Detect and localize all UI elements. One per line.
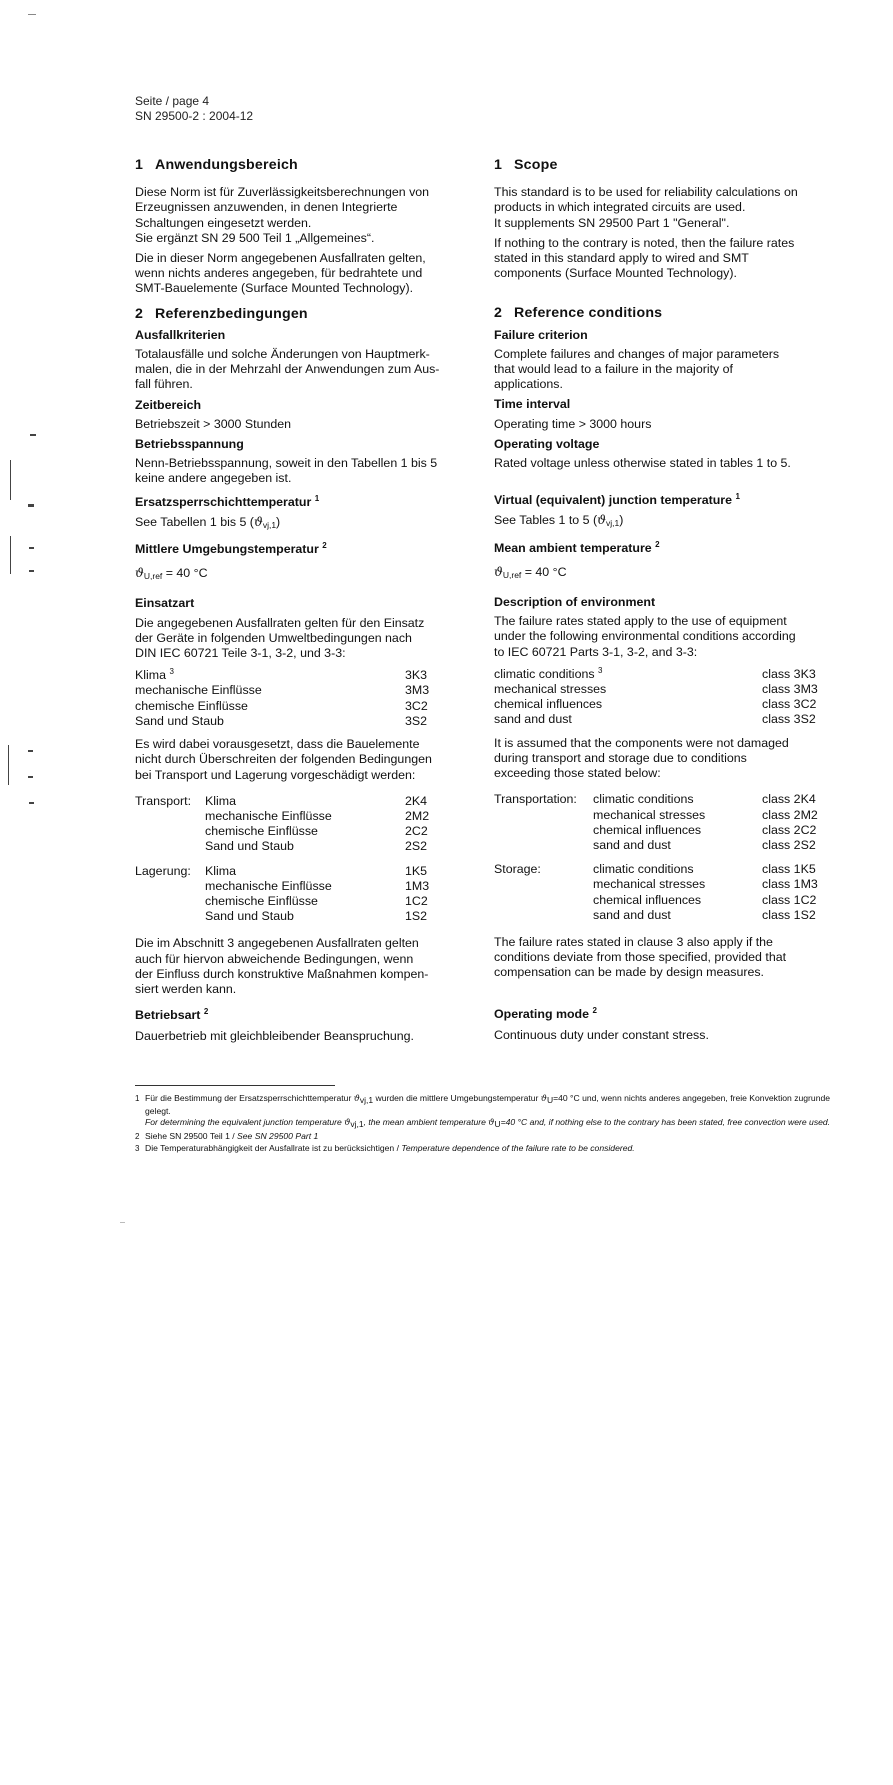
- env-label: mechanical stresses: [494, 682, 607, 697]
- env-class: class 3C2: [762, 697, 817, 712]
- storage-class: 1K5: [405, 863, 428, 878]
- transport-class: 2S2: [405, 839, 428, 854]
- operating-mode-text: Continuous duty under constant stress.: [494, 1027, 709, 1042]
- storage-class: class 1S2: [762, 907, 816, 922]
- scan-edge-mark: [28, 776, 33, 778]
- transport-label: Transport:: [135, 793, 192, 808]
- storage-item: chemische Einflüsse: [205, 893, 318, 908]
- scope-paragraph-1: This standard is to be used for reliability calculations on products in which integrated circuits are used. It supplements SN 29500 Part 1 "General".: [494, 185, 798, 230]
- german-column: [135, 158, 490, 1050]
- time-interval-heading: Zeitbereich: [135, 397, 202, 412]
- environment-heading: Description of environment: [494, 595, 656, 610]
- env-class: class 3M3: [762, 682, 818, 697]
- page-number: Seite / page 4: [135, 94, 210, 108]
- storage-item: climatic conditions: [593, 862, 694, 877]
- storage-class: 1C2: [405, 893, 428, 908]
- page-header: [135, 94, 253, 124]
- time-interval-text: Betriebszeit > 3000 Stunden: [135, 416, 292, 431]
- storage-item: sand and dust: [593, 907, 671, 922]
- transport-class: 2C2: [405, 824, 428, 839]
- transport-class-table: [135, 794, 490, 855]
- transport-label: Transportation:: [494, 792, 577, 807]
- env-label: Sand und Staub: [135, 713, 224, 728]
- junction-temperature-heading: Ersatzsperrschichttemperatur $^1$: [135, 493, 320, 509]
- assumption-text: Es wird dabei vorausgesetzt, dass die Bauelemente nicht durch Überschreiten der folgenden Bedingungen bei Transport und Lagerung vorgeschädigt werden:: [135, 737, 432, 782]
- storage-class-table: [135, 864, 490, 925]
- scan-edge-mark: [10, 460, 11, 500]
- ambient-temperature-text: $ϑ_{U,ref} = 40$ °C: [135, 565, 208, 582]
- operating-voltage-text: Rated voltage unless otherwise stated in tables 1 to 5.: [494, 456, 791, 471]
- scan-edge-mark: [28, 504, 34, 507]
- env-class: class 3S2: [762, 712, 816, 727]
- transport-class: class 2M2: [762, 807, 818, 822]
- footnote-2: 2 Siehe SN 29500 Teil 1 / See SN 29500 Part 1: [135, 1131, 319, 1141]
- scope-paragraph-1: Diese Norm ist für Zuverlässigkeitsberechnungen von Erzeugnissen anzuwenden, in denen Integrierte Schaltungen eingesetzt werden. Sie ergänzt SN 29 500 Teil 1 „Allgemeines“.: [135, 185, 430, 245]
- environment-heading: Einsatzart: [135, 596, 195, 611]
- storage-class: class 1M3: [762, 877, 818, 892]
- operating-mode-heading: Betriebsart $^2$: [135, 1007, 209, 1023]
- storage-label: Storage:: [494, 862, 541, 877]
- time-interval-heading: Time interval: [494, 397, 571, 412]
- failure-criterion-heading: Ausfallkriterien: [135, 327, 226, 342]
- environment-text: Die angegebenen Ausfallraten gelten für den Einsatz der Geräte in folgenden Umweltbedingungen nach DIN IEC 60721 Teile 3-1, 3-2, und 3-3:: [135, 615, 425, 661]
- scope-paragraph-2: Die in dieser Norm angegebenen Ausfallraten gelten, wenn nichts anderes angegeben, für bedrahtete und SMT-Bauelemente (Surface Mounted Technology).: [135, 251, 426, 296]
- environment-text: The failure rates stated apply to the use of equipment under the following environmental conditions according to IEC 60721 Parts 3-1, 3-2, and 3-3:: [494, 614, 796, 659]
- time-interval-text: Operating time > 3000 hours: [494, 416, 652, 431]
- transport-item: chemische Einflüsse: [205, 824, 318, 839]
- scan-edge-mark: [30, 434, 36, 436]
- operating-voltage-heading: Operating voltage: [494, 436, 600, 451]
- env-label: mechanische Einflüsse: [135, 683, 262, 698]
- scan-edge-mark: [29, 570, 34, 572]
- storage-item: Klima: [205, 863, 236, 878]
- env-class: 3S2: [405, 713, 428, 728]
- storage-item: mechanische Einflüsse: [205, 878, 332, 893]
- failure-criterion-text: Complete failures and changes of major parameters that would lead to a failure in the majority of applications.: [494, 346, 780, 392]
- footnote-3: 3 Die Temperaturabhängigkeit der Ausfallrate ist zu berücksichtigen / Temperature dependence of the failure rate to be considered.: [135, 1143, 635, 1153]
- scan-edge-mark: [28, 750, 33, 752]
- scan-hairline: [120, 1222, 125, 1223]
- junction-temperature-heading: Virtual (equivalent) junction temperature $^1$: [494, 492, 740, 508]
- scan-edge-mark: [29, 547, 34, 549]
- transport-item: chemical influences: [593, 822, 702, 837]
- ambient-temperature-text: $ϑ_{U,ref} = 40$ °C: [494, 563, 567, 580]
- footnotes: [135, 1093, 855, 1155]
- deviation-text: The failure rates stated in clause 3 also apply if the conditions deviate from those specified, provided that compensation can be made by design measures.: [494, 934, 787, 980]
- env-label: climatic conditions $^3$: [494, 665, 603, 681]
- environment-class-table: [135, 668, 490, 729]
- failure-criterion-heading: Failure criterion: [494, 327, 588, 342]
- environment-class-table: [494, 667, 844, 728]
- storage-class: 1M3: [405, 878, 430, 893]
- env-label: chemische Einflüsse: [135, 698, 248, 713]
- ambient-temperature-heading: Mittlere Umgebungstemperatur $^2$: [135, 540, 327, 557]
- storage-class: class 1C2: [762, 892, 817, 907]
- storage-class: 1S2: [405, 909, 428, 924]
- section-2-heading: 2 Reference conditions: [494, 305, 663, 322]
- transport-class-table: [494, 792, 844, 853]
- env-label: sand and dust: [494, 712, 572, 727]
- storage-item: Sand und Staub: [205, 909, 294, 924]
- failure-criterion-text: Totalausfälle und solche Änderungen von Hauptmerk- malen, die in der Mehrzahl der Anwendungen zum Aus- fall führen.: [135, 347, 440, 392]
- section-1-heading: 1 Anwendungsbereich: [135, 157, 298, 173]
- storage-label: Lagerung:: [135, 863, 191, 878]
- transport-item: mechanische Einflüsse: [205, 808, 332, 823]
- transport-class: 2K4: [405, 793, 428, 808]
- transport-item: climatic conditions: [593, 792, 694, 807]
- transport-item: sand and dust: [593, 837, 671, 852]
- scan-edge-mark: [29, 802, 34, 804]
- storage-class: class 1K5: [762, 862, 816, 877]
- transport-item: mechanical stresses: [593, 807, 706, 822]
- storage-item: mechanical stresses: [593, 877, 706, 892]
- transport-class: 2M2: [405, 808, 430, 823]
- footnote-divider: [135, 1085, 335, 1086]
- transport-class: class 2C2: [762, 822, 817, 837]
- junction-temperature-text: See Tables 1 to 5 $(ϑ_{vj,1})$: [494, 512, 624, 529]
- scan-corner-mark: [28, 14, 36, 15]
- env-class: class 3K3: [762, 666, 816, 681]
- transport-item: Sand und Staub: [205, 839, 294, 854]
- env-label: Klima $^3$: [135, 667, 174, 683]
- scope-paragraph-2: If nothing to the contrary is noted, then the failure rates stated in this standard apply to wired and SMT components (Surface Mounted Technology).: [494, 235, 795, 281]
- scan-edge-mark: [10, 536, 11, 574]
- section-2-heading: 2 Referenzbedingungen: [135, 305, 308, 322]
- env-class: 3C2: [405, 698, 428, 713]
- assumption-text: It is assumed that the components were not damaged during transport and storage due to conditions exceeding those stated below:: [494, 735, 789, 781]
- document-number: SN 29500-2 : 2004-12: [135, 109, 254, 123]
- storage-item: chemical influences: [593, 892, 702, 907]
- footnote-1: 1 Für die Bestimmung der Ersatzsperrschichttemperatur ϑvj,1 wurden die mittlere Umgebungstemperatur ϑU=40 °C und, wenn nichts anderes angegeben, freie Konvektion zugrunde gelegt. For determining the equivalent junction temperature ϑvj,1, the mean ambient temperature ϑU=40 °C and, if nothing else to the contrary has been stated, free convection were used.: [135, 1093, 831, 1129]
- operating-mode-heading: Operating mode $^2$: [494, 1005, 597, 1021]
- env-class: 3M3: [405, 683, 430, 698]
- operating-voltage-text: Nenn-Betriebsspannung, soweit in den Tabellen 1 bis 5 keine andere angegeben ist.: [135, 456, 438, 486]
- transport-class: class 2S2: [762, 837, 816, 852]
- transport-item: Klima: [205, 793, 236, 808]
- transport-class: class 2K4: [762, 792, 816, 807]
- scan-edge-mark: [8, 745, 9, 785]
- ambient-temperature-heading: Mean ambient temperature $^2$: [494, 539, 660, 555]
- english-column: [494, 158, 844, 1048]
- section-1-heading: 1 Scope: [494, 157, 558, 173]
- env-label: chemical influences: [494, 697, 603, 712]
- storage-class-table: [494, 862, 844, 923]
- deviation-text: Die im Abschnitt 3 angegebenen Ausfallraten gelten auch für hiervon abweichende Bedingungen, wenn der Einfluss durch konstruktive Maßnahmen kompen- siert werden kann.: [135, 936, 429, 996]
- operating-mode-text: Dauerbetrieb mit gleichbleibender Beanspruchung.: [135, 1029, 414, 1044]
- env-class: 3K3: [405, 668, 428, 683]
- operating-voltage-heading: Betriebsspannung: [135, 437, 244, 452]
- junction-temperature-text: See Tabellen 1 bis 5 $(ϑ_{vj,1})$: [135, 513, 281, 530]
